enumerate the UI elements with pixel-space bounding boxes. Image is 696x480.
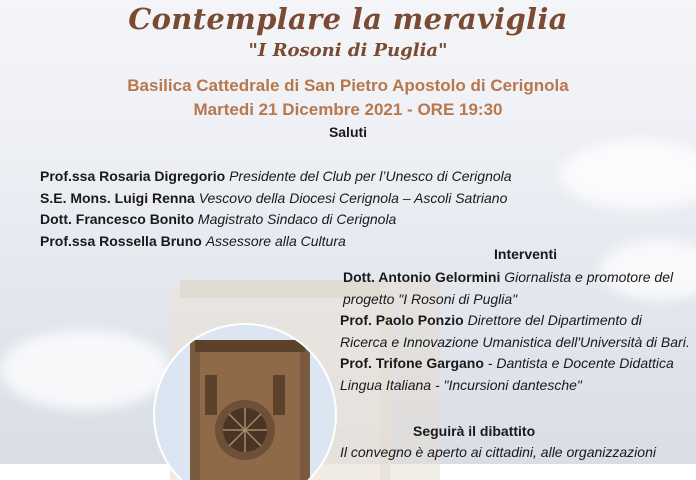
closing-note: Il convegno è aperto ai cittadini, alle organizzazioni: [340, 444, 656, 460]
speaker-role: Magistrato Sindaco di Cerignola: [197, 211, 397, 227]
speaker-role: Assessore alla Cultura: [205, 232, 346, 249]
debate-note: Seguirà il dibattito: [413, 423, 536, 439]
speaker-name: S.E. Mons. Luigi Renna: [40, 189, 195, 206]
speaker-role: Presidente del Club per l’Unesco di Cerignola: [229, 168, 512, 184]
saluti-item: [40, 188, 512, 210]
saluti-item: [40, 231, 512, 253]
speaker-role: Vescovo della Diocesi Cerignola – Ascoli Satriano: [198, 189, 508, 206]
interventi-list: [340, 267, 692, 396]
event-subtitle: "I Rosoni di Puglia": [248, 40, 448, 61]
event-title: Contemplare la meraviglia: [128, 2, 568, 36]
event-datetime: Martedi 21 Dicembre 2021 - ORE 19:30: [193, 100, 503, 119]
saluti-item: [40, 209, 512, 231]
speaker-role: Giornalista e promotore del progetto "I Rosoni di Puglia": [343, 269, 674, 307]
speaker-role: - Dantista e Docente Didattica Lingua Italiana - "Incursioni dantesche": [340, 355, 674, 393]
speaker-name: Prof. Paolo Ponzio: [340, 312, 464, 328]
saluti-list: [40, 166, 512, 252]
cloud: [0, 330, 170, 410]
interventi-item: [340, 267, 692, 310]
speaker-name: Prof.ssa Rosaria Digregorio: [40, 168, 226, 184]
speaker-name: Prof. Trifone Gargano: [340, 355, 484, 371]
speaker-name: Dott. Francesco Bonito: [40, 211, 195, 227]
saluti-heading: Saluti: [328, 124, 368, 140]
speaker-role: Direttore del Dipartimento di Ricerca e Innovazione Umanistica dell'Università di Bari.: [340, 312, 690, 350]
interventi-heading: Interventi: [494, 246, 558, 262]
speaker-name: Prof.ssa Rossella Bruno: [40, 232, 202, 249]
saluti-item: [40, 166, 512, 188]
interventi-item: [340, 310, 692, 353]
event-venue: Basilica Cattedrale di San Pietro Apostolo di Cerignola: [127, 76, 569, 95]
interventi-item: [340, 353, 692, 396]
speaker-name: Dott. Antonio Gelormini: [343, 269, 501, 285]
